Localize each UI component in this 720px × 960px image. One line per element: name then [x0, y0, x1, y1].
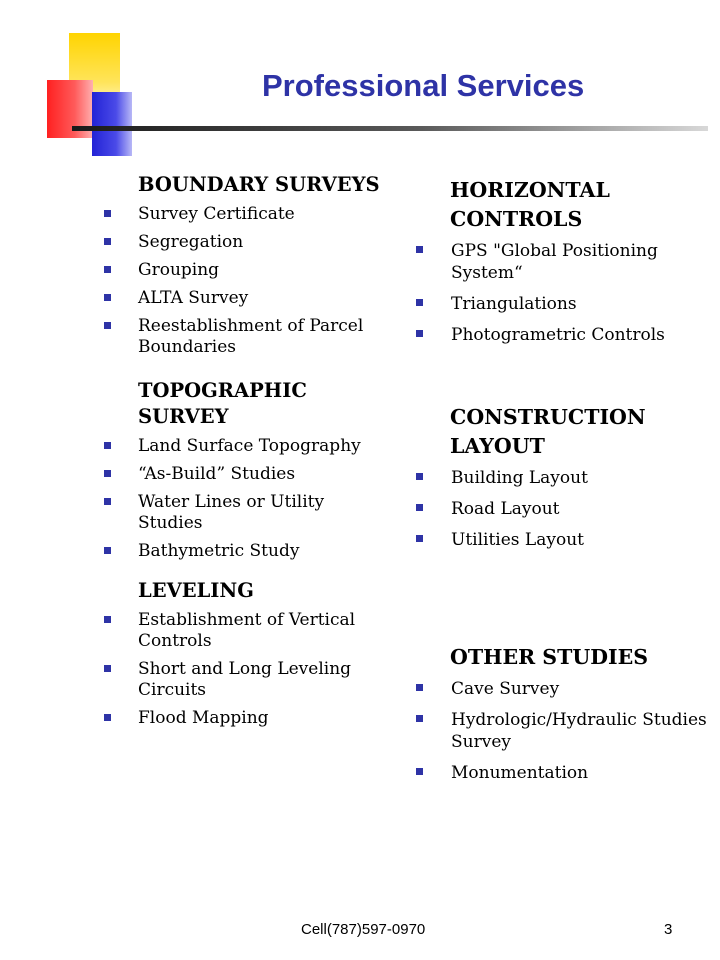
list-item: Road Layout: [416, 498, 710, 520]
square-bullet-icon: [104, 210, 111, 217]
section-heading: HORIZONTAL CONTROLS: [450, 178, 610, 231]
list-item: Utilities Layout: [416, 529, 710, 551]
bullet-list: [104, 436, 394, 562]
square-bullet-icon: [416, 246, 423, 253]
list-item: ALTA Survey: [104, 288, 394, 309]
list-item: Segregation: [104, 232, 394, 253]
list-item: Grouping: [104, 260, 394, 281]
section-topographic-survey: [104, 378, 394, 562]
square-bullet-icon: [104, 714, 111, 721]
section-heading: BOUNDARY SURVEYS: [138, 173, 380, 196]
square-bullet-icon: [416, 715, 423, 722]
list-item: GPS "Global Positioning System“: [416, 240, 710, 284]
decor-blue-square: [92, 92, 132, 156]
square-bullet-icon: [416, 768, 423, 775]
list-item: Land Surface Topography: [104, 436, 394, 457]
list-item: Water Lines or Utility Studies: [104, 492, 394, 534]
section-boundary-surveys: [104, 172, 394, 358]
page-number: 3: [664, 921, 673, 938]
section-construction-layout: [416, 403, 710, 551]
square-bullet-icon: [104, 547, 111, 554]
list-item: Reestablishment of Parcel Boundaries: [104, 316, 394, 358]
square-bullet-icon: [104, 498, 111, 505]
list-item: Bathymetric Study: [104, 541, 394, 562]
list-item: Short and Long Leveling Circuits: [104, 659, 394, 701]
bullet-list: [416, 240, 710, 346]
square-bullet-icon: [104, 266, 111, 273]
square-bullet-icon: [104, 238, 111, 245]
square-bullet-icon: [416, 473, 423, 480]
bullet-list: [104, 204, 394, 358]
list-item: Monumentation: [416, 762, 710, 784]
section-heading: TOPOGRAPHIC SURVEY: [138, 379, 307, 428]
square-bullet-icon: [416, 504, 423, 511]
square-bullet-icon: [104, 470, 111, 477]
square-bullet-icon: [416, 330, 423, 337]
list-item: “As-Build” Studies: [104, 464, 394, 485]
square-bullet-icon: [104, 442, 111, 449]
list-item: Photogrametric Controls: [416, 324, 710, 346]
list-item: Flood Mapping: [104, 708, 394, 729]
right-column: [416, 176, 710, 793]
left-column: [104, 172, 394, 736]
list-item: Cave Survey: [416, 678, 710, 700]
section-leveling: [104, 578, 394, 729]
bullet-list: [416, 467, 710, 551]
square-bullet-icon: [104, 322, 111, 329]
list-item: Hydrologic/Hydraulic Studies Survey: [416, 709, 710, 753]
section-heading: LEVELING: [138, 579, 254, 602]
bullet-list: [416, 678, 710, 784]
title-underline: [72, 126, 708, 131]
list-item: Building Layout: [416, 467, 710, 489]
square-bullet-icon: [104, 665, 111, 672]
list-item: Survey Certificate: [104, 204, 394, 225]
square-bullet-icon: [416, 299, 423, 306]
square-bullet-icon: [104, 294, 111, 301]
section-heading: OTHER STUDIES: [450, 645, 649, 669]
section-other-studies: [416, 643, 710, 784]
section-horizontal-controls: [416, 176, 710, 346]
square-bullet-icon: [416, 684, 423, 691]
list-item: Triangulations: [416, 293, 710, 315]
list-item: Establishment of Vertical Controls: [104, 610, 394, 652]
bullet-list: [104, 610, 394, 729]
slide-title: Professional Services: [262, 68, 585, 103]
section-heading: CONSTRUCTION LAYOUT: [450, 405, 646, 458]
square-bullet-icon: [416, 535, 423, 542]
square-bullet-icon: [104, 616, 111, 623]
footer-contact: Cell(787)597-0970: [301, 921, 426, 938]
